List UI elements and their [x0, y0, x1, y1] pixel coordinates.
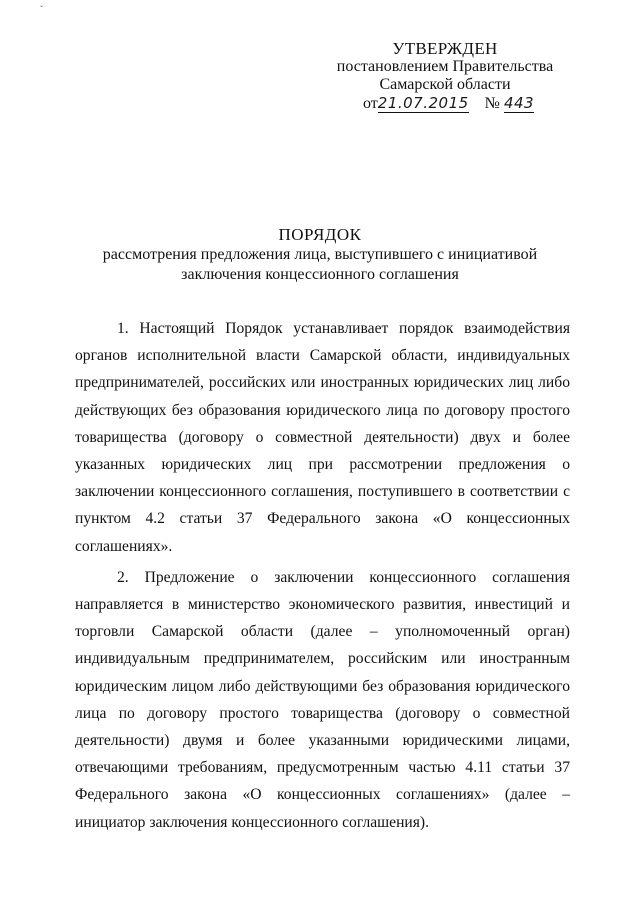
- document-body: [75, 315, 570, 836]
- document-heading: ПОРЯДОК: [278, 225, 362, 244]
- scan-mark: ˇ: [40, 4, 43, 14]
- handwritten-number: 443: [503, 94, 535, 112]
- approval-date-line: [330, 94, 560, 113]
- document-subtitle-line-1: рассмотрения предложения лица, выступившего с инициативой: [102, 246, 538, 263]
- approval-stamp-block: [330, 40, 560, 113]
- approval-title: УТВЕРЖДЕН: [392, 39, 498, 58]
- document-title-block: [80, 225, 560, 285]
- document-subtitle-line-2: заключения концессионного соглашения: [181, 266, 459, 283]
- date-prefix: от: [363, 95, 378, 112]
- approval-line-1: постановлением Правительства: [336, 58, 554, 75]
- number-label: №: [484, 95, 500, 112]
- paragraph-2: 2. Предложение о заключении концессионного соглашения направляется в министерство экономического развития, инвестиций и торговли Самарской области (далее – уполномоченный орган) индивидуальным предпринимателем, российским или иностранным юридическим лицом либо действующими без образования юридического лица по договору простого товарищества (договору о совместной деятельности) двумя и более указанными юридическими лицами, отвечающими требованиям, предусмотренным частью 4.11 статьи 37 Федерального закона «О концессионных соглашениях» (далее – инициатор заключения концессионного соглашения).: [75, 568, 570, 831]
- approval-line-2: Самарской области: [379, 76, 511, 93]
- handwritten-date: 21.07.2015: [377, 94, 469, 112]
- paragraph-1: 1. Настоящий Порядок устанавливает порядок взаимодействия органов исполнительной власти Самарской области, индивидуальных предпринимателей, российских или иностранных юридических лиц либо действующих без образования юридического лица по договору простого товарищества (договору о совместной деятельности) двух и более указанных юридических лиц при рассмотрении предложения о заключении концессионного соглашения, поступившего в соответствии с пунктом 4.2 статьи 37 Федерального закона «О концессионных соглашениях».: [75, 320, 570, 555]
